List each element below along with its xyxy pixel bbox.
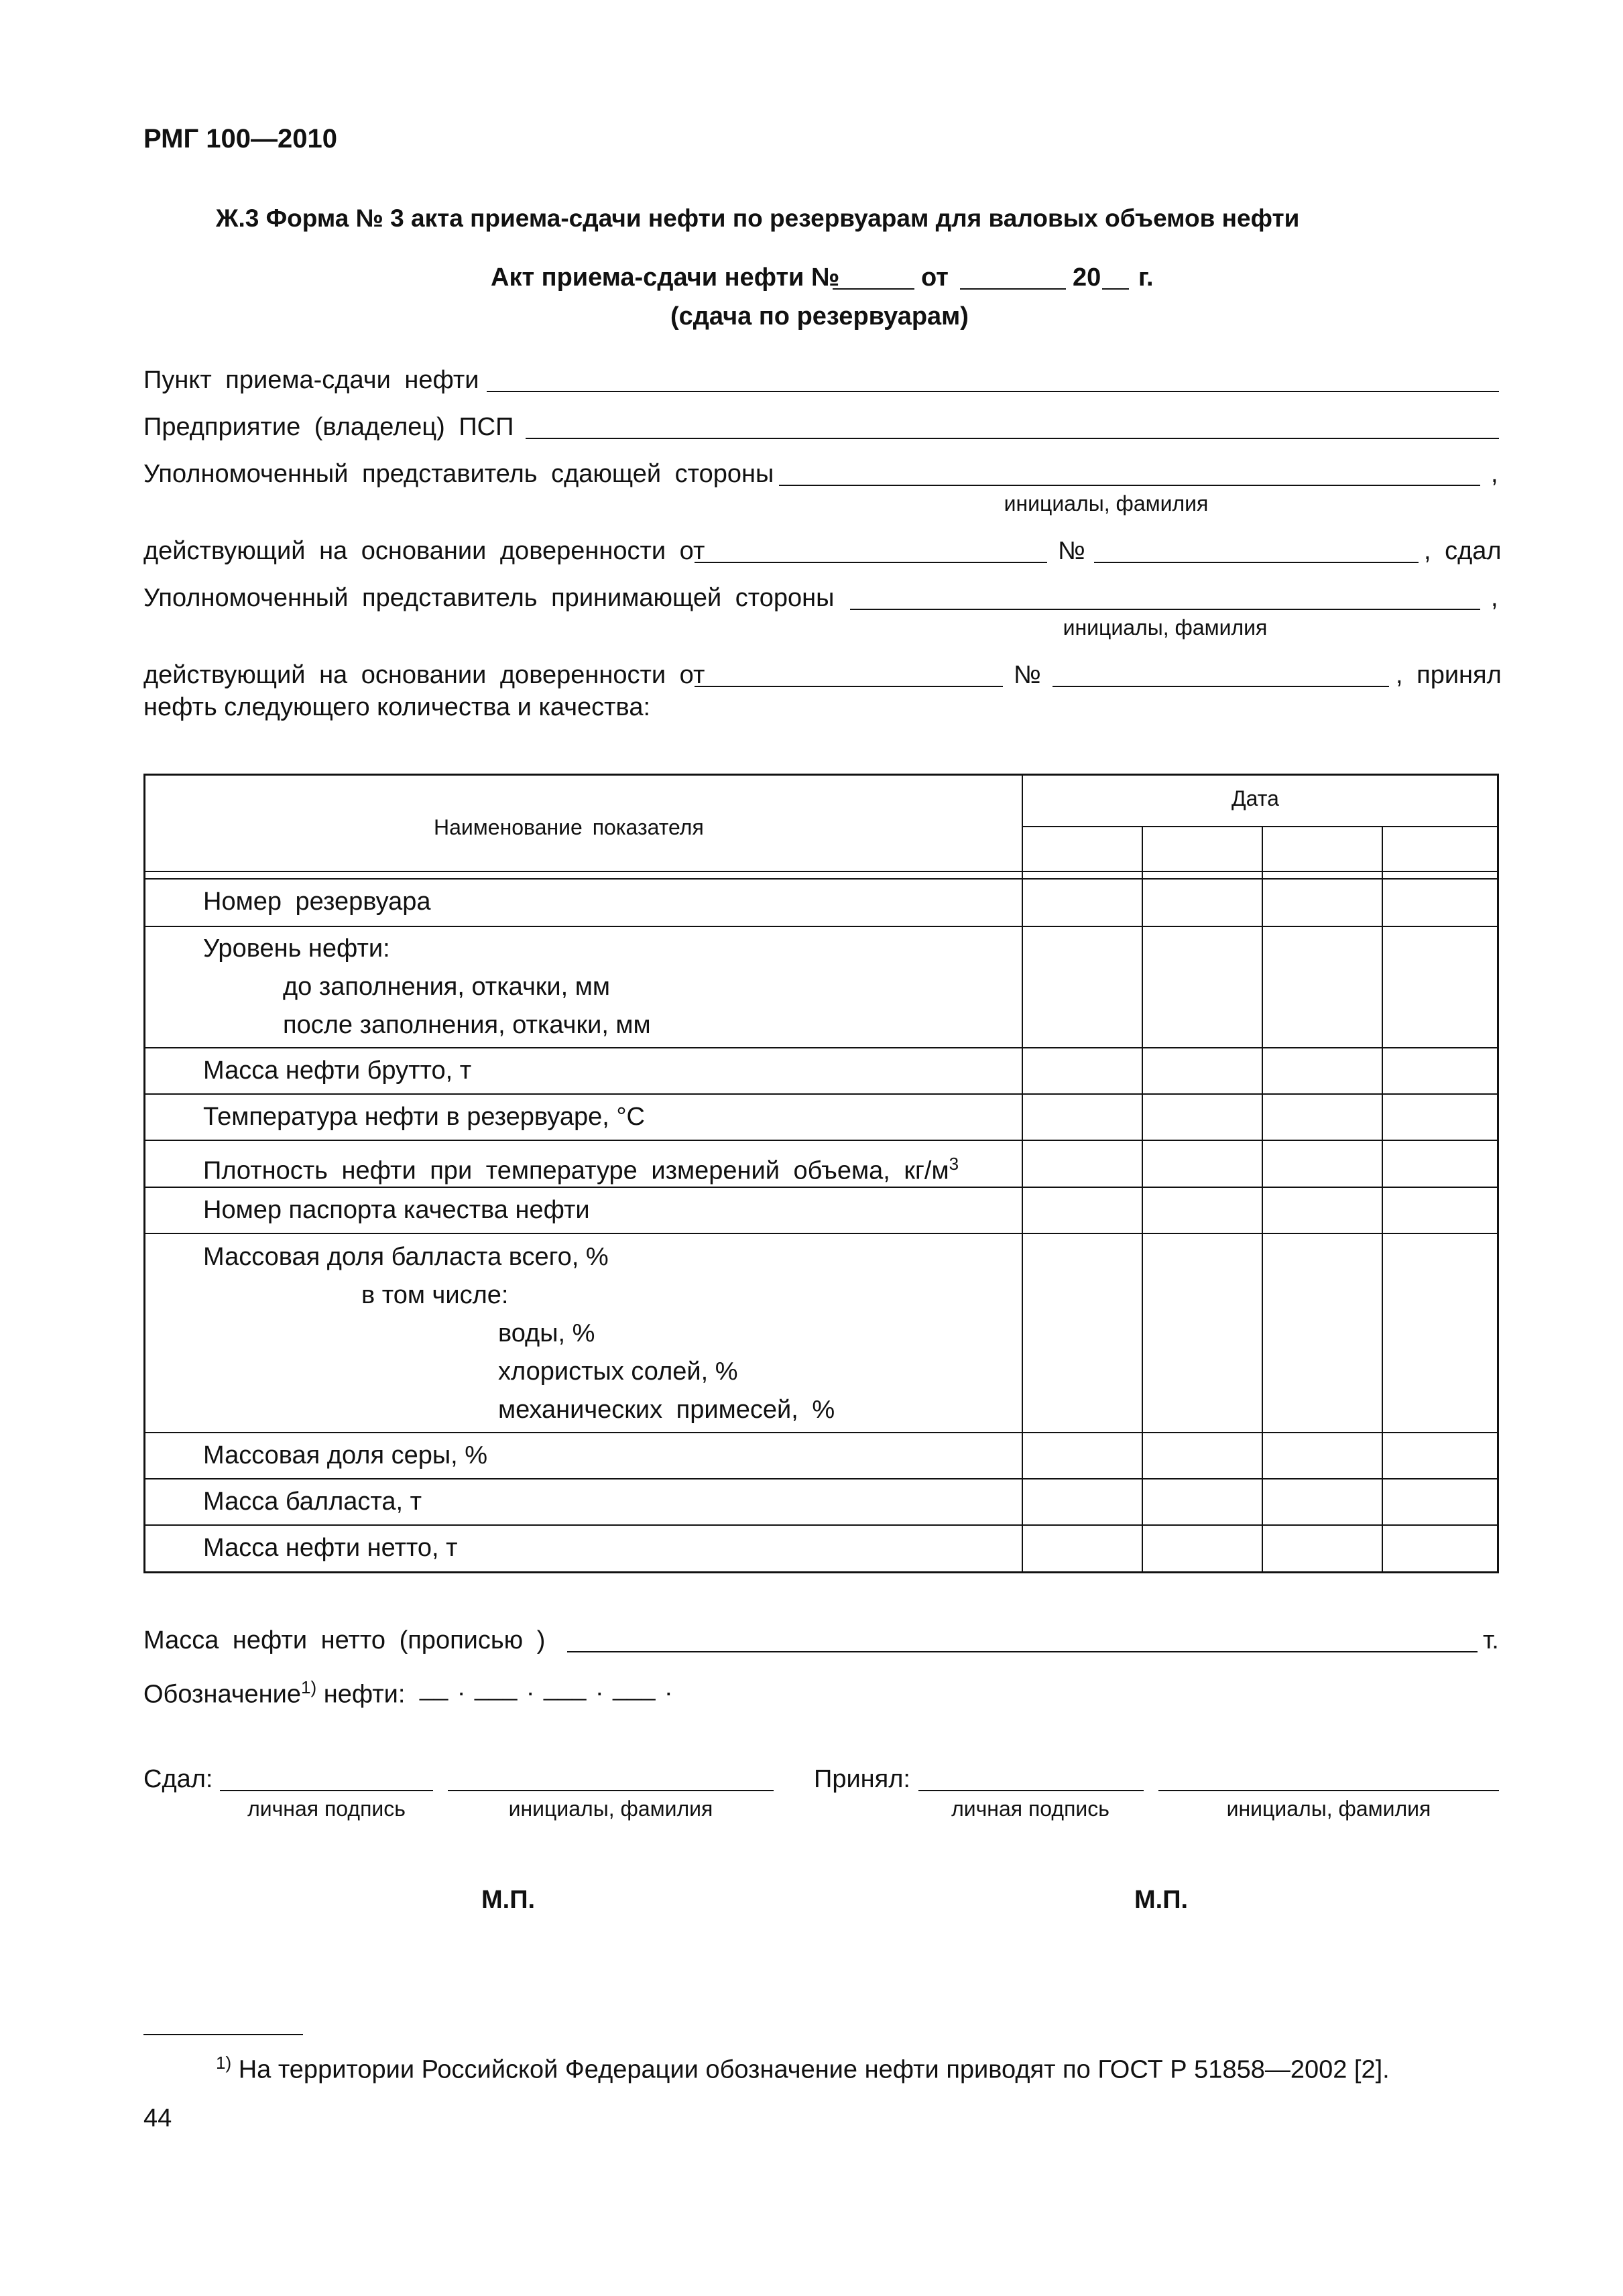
receive-rep-label: Уполномоченный представитель принимающей стороны (143, 584, 835, 612)
header-bottom-line-double (145, 878, 1497, 880)
tonnes-label: т. (1483, 1626, 1499, 1654)
row-level: Уровень нефти: (203, 934, 390, 963)
act-date-field[interactable] (960, 288, 1066, 290)
deliver-rep-label: Уполномоченный представитель сдающей стороны (143, 460, 774, 488)
row-line (145, 1140, 1497, 1141)
deliver-rep-caption: инициалы, фамилия (1004, 491, 1209, 516)
receive-acting-label: действующий на основании доверенности от (143, 661, 705, 689)
date-col-divider (1262, 826, 1263, 1571)
row-tank-number: Номер резервуара (203, 888, 431, 916)
handed-label: Сдал: (143, 1765, 213, 1793)
row-line (145, 1233, 1497, 1234)
row-water: воды, % (498, 1319, 595, 1347)
table-divider (1022, 776, 1023, 1571)
footnote-rule (143, 2034, 303, 2035)
row-line (145, 1047, 1497, 1048)
act-title-year-suffix: г. (1138, 263, 1154, 292)
quantity-line: нефть следующего количества и качества: (143, 693, 651, 721)
receive-rep-caption: инициалы, фамилия (1063, 615, 1268, 640)
deliver-proxy-number-field[interactable] (1094, 562, 1419, 563)
handed-signature-caption: личная подпись (247, 1797, 406, 1821)
receive-number-sign: № (1014, 661, 1041, 689)
deliver-proxy-date-field[interactable] (695, 562, 1047, 563)
row-density: Плотность нефти при температуре измерений объема, $кг/м^3$ (203, 1154, 959, 1185)
point-label: Пункт приема-сдачи нефти (143, 366, 479, 394)
footnote-marker: 1) (216, 2053, 232, 2073)
act-subtitle: (сдача по резервуарам) (670, 302, 969, 330)
received-signature-caption: личная подпись (951, 1797, 1109, 1821)
act-title-year: 20 (1073, 263, 1101, 292)
designation-pattern[interactable]: __ . ___ . ___ . ___ . (420, 1673, 672, 1701)
row-line (145, 1478, 1497, 1479)
footnote (216, 2048, 1390, 2085)
point-field[interactable] (487, 391, 1499, 392)
row-passport: Номер паспорта качества нефти (203, 1196, 590, 1224)
receive-rep-field[interactable] (850, 609, 1480, 610)
date-col-divider (1142, 826, 1143, 1571)
act-title-from: от (921, 263, 949, 292)
receive-proxy-number-field[interactable] (1053, 686, 1389, 687)
header-indicator-name: Наименование показателя (434, 815, 704, 839)
header-date: Дата (1231, 786, 1279, 810)
received-initials-field[interactable] (1158, 1790, 1499, 1791)
accepted-label: , принял (1396, 661, 1502, 689)
enterprise-label: Предприятие (владелец) ПСП (143, 413, 514, 441)
receive-rep-comma: , (1491, 584, 1498, 612)
delivered-label: , сдал (1424, 537, 1502, 565)
deliver-acting-label: действующий на основании доверенности от (143, 537, 705, 565)
row-temperature: Температура нефти в резервуаре, °С (203, 1103, 645, 1131)
row-line (145, 1093, 1497, 1095)
row-line (145, 1187, 1497, 1188)
enterprise-field[interactable] (526, 438, 1499, 439)
act-number-field[interactable] (833, 288, 914, 290)
handed-initials-caption: инициалы, фамилия (508, 1797, 713, 1821)
received-signature-field[interactable] (918, 1790, 1144, 1791)
receive-proxy-date-field[interactable] (695, 686, 1003, 687)
row-ballast-mass: Масса балласта, т (203, 1488, 422, 1516)
deliver-rep-field[interactable] (779, 485, 1480, 486)
deliver-number-sign: № (1058, 537, 1085, 565)
row-ballast-total: Массовая доля балласта всего, % (203, 1243, 609, 1271)
act-year-field[interactable] (1102, 288, 1129, 290)
handed-signature-field[interactable] (220, 1790, 433, 1791)
act-title-prefix: Акт приема-сдачи нефти № (491, 263, 840, 292)
section-title: Ж.3 Форма № 3 акта приема-сдачи нефти по резервуарам для валовых объемов нефти (216, 204, 1300, 232)
designation-label: Обозначение$^{1)}$ нефти: (143, 1677, 406, 1709)
date-header-line (1022, 826, 1499, 827)
received-label: Принял: (814, 1765, 910, 1793)
row-level-before: до заполнения, откачки, мм (283, 973, 610, 1001)
handed-initials-field[interactable] (448, 1790, 774, 1791)
row-gross-mass: Масса нефти брутто, т (203, 1056, 472, 1085)
row-including: в том числе: (361, 1281, 509, 1309)
row-level-after: после заполнения, откачки, мм (283, 1011, 651, 1039)
document-code: РМГ 100—2010 (143, 124, 337, 154)
footnote-text: На территории Российской Федерации обозначение нефти приводят по ГОСТ Р 51858—2002 [2]. (238, 2055, 1390, 2084)
page-number: 44 (143, 2104, 172, 2132)
stamp-left: М.П. (481, 1886, 536, 1914)
row-net-mass: Масса нефти нетто, т (203, 1534, 458, 1562)
row-line (145, 1524, 1497, 1526)
net-words-label: Масса нефти нетто (прописью ) (143, 1626, 546, 1654)
quality-table (143, 774, 1499, 1573)
row-line (145, 926, 1497, 927)
row-impurities: механических примесей, % (498, 1396, 835, 1424)
deliver-rep-comma: , (1491, 460, 1498, 488)
received-initials-caption: инициалы, фамилия (1226, 1797, 1431, 1821)
header-bottom-line (145, 871, 1497, 872)
row-line (145, 1432, 1497, 1433)
net-words-field[interactable] (567, 1651, 1478, 1652)
stamp-right: М.П. (1134, 1886, 1189, 1914)
row-sulfur: Массовая доля серы, % (203, 1441, 488, 1469)
date-col-divider (1382, 826, 1383, 1571)
row-salts: хлористых солей, % (498, 1357, 738, 1386)
